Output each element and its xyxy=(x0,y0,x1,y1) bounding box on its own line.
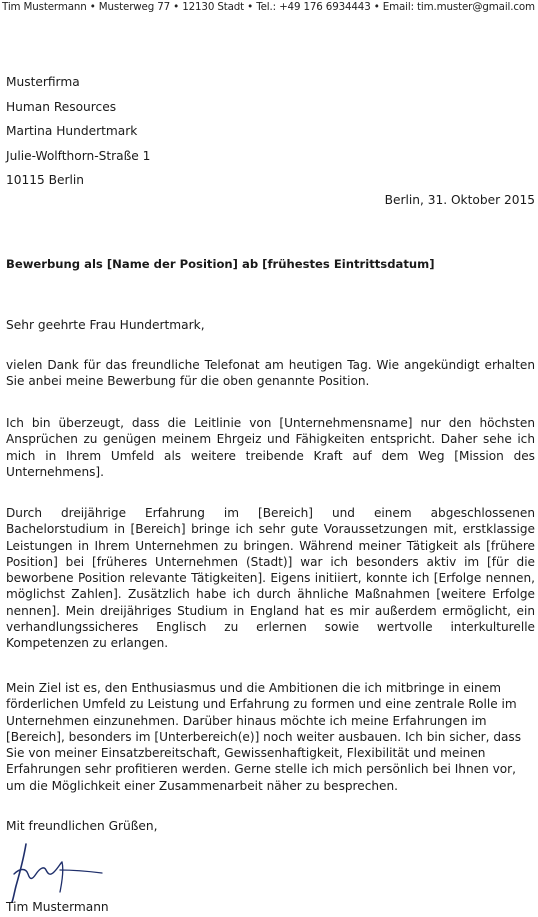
salutation: Sehr geehrte Frau Hundertmark, xyxy=(6,318,205,332)
body-paragraph-2: Ich bin überzeugt, dass die Leitlinie von [Unternehmensname] nur den höchsten Ansprüchen zu genügen meinem Ehrgeiz und Fähigkeiten entspricht. Daher sehe ich mich in Ihrem Umfeld als weitere treibende Kraft auf dem Weg [Mission des Unternehmens]. xyxy=(6,416,535,479)
recipient-street: Julie-Wolfthorn-Straße 1 xyxy=(6,148,151,163)
sender-contact-line: Tim Mustermann • Musterweg 77 • 12130 Stadt • Tel.: +49 176 6934443 • Email: tim.muster@gmail.com xyxy=(2,1,535,13)
signer-name: Tim Mustermann xyxy=(6,900,109,914)
letter-subject: Bewerbung als [Name der Position] ab [frühestes Eintrittsdatum] xyxy=(6,257,435,271)
recipient-department: Human Resources xyxy=(6,99,117,114)
recipient-city: 10115 Berlin xyxy=(6,173,85,188)
recipient-address xyxy=(6,70,150,193)
handwritten-signature xyxy=(4,840,114,904)
recipient-company: Musterfirma xyxy=(6,75,80,89)
body-paragraph-3: Durch dreijährige Erfahrung im [Bereich] und einem abgeschlossenen Bachelorstudium in [Bereich] bringe ich sehr gute Voraussetzungen mit, erstklassige Leistungen in Ihrem Unternehmen zu bringen. Während meiner Tätigkeit als [frühere Position] bei [früheres Unternehmen (Stadt)] war ich besonders aktiv im [für die beworbene Position relevante Tätigkeiten]. Eigens initiiert, konnte ich [Erfolge nennen, möglichst Zahlen]. Zusätzlich habe ich durch ähnliche Maßnahmen [weitere Erfolge nennen]. Mein dreijähriges Studium in England hat es mir außerdem ermöglicht, ein verhandlungssicheres Englisch zu erlernen sowie wertvolle interkulturelle Kompetenzen zu erlangen. xyxy=(6,506,535,651)
recipient-name: Martina Hundertmark xyxy=(6,124,138,139)
body-paragraph-4: Mein Ziel ist es, den Enthusiasmus und die Ambitionen die ich mitbringe in einem förderlichen Umfeld zu Leistung und Erfahrung zu formen und eine zentrale Rolle im Unternehmen einzunehmen. Darüber hinaus möchte ich meine Erfahrungen im [Bereich], besonders im [Unterbereich(e)] noch weiter ausbauen. Ich bin sicher, dass Sie von meiner Einsatzbereitschaft, Gewissenhaftigkeit, Flexibilität und meinen Erfahrungen sehr profitieren werden. Gerne stelle ich mich persönlich bei Ihnen vor, um die Möglichkeit einer Zusammenarbeit näher zu besprechen. xyxy=(6,681,522,793)
body-paragraph-1: vielen Dank für das freundliche Telefonat am heutigen Tag. Wie angekündigt erhalten Sie anbei meine Bewerbung für die oben genannte Position. xyxy=(6,358,535,389)
letter-date: Berlin, 31. Oktober 2015 xyxy=(384,193,535,207)
closing-phrase: Mit freundlichen Grüßen, xyxy=(6,819,158,833)
